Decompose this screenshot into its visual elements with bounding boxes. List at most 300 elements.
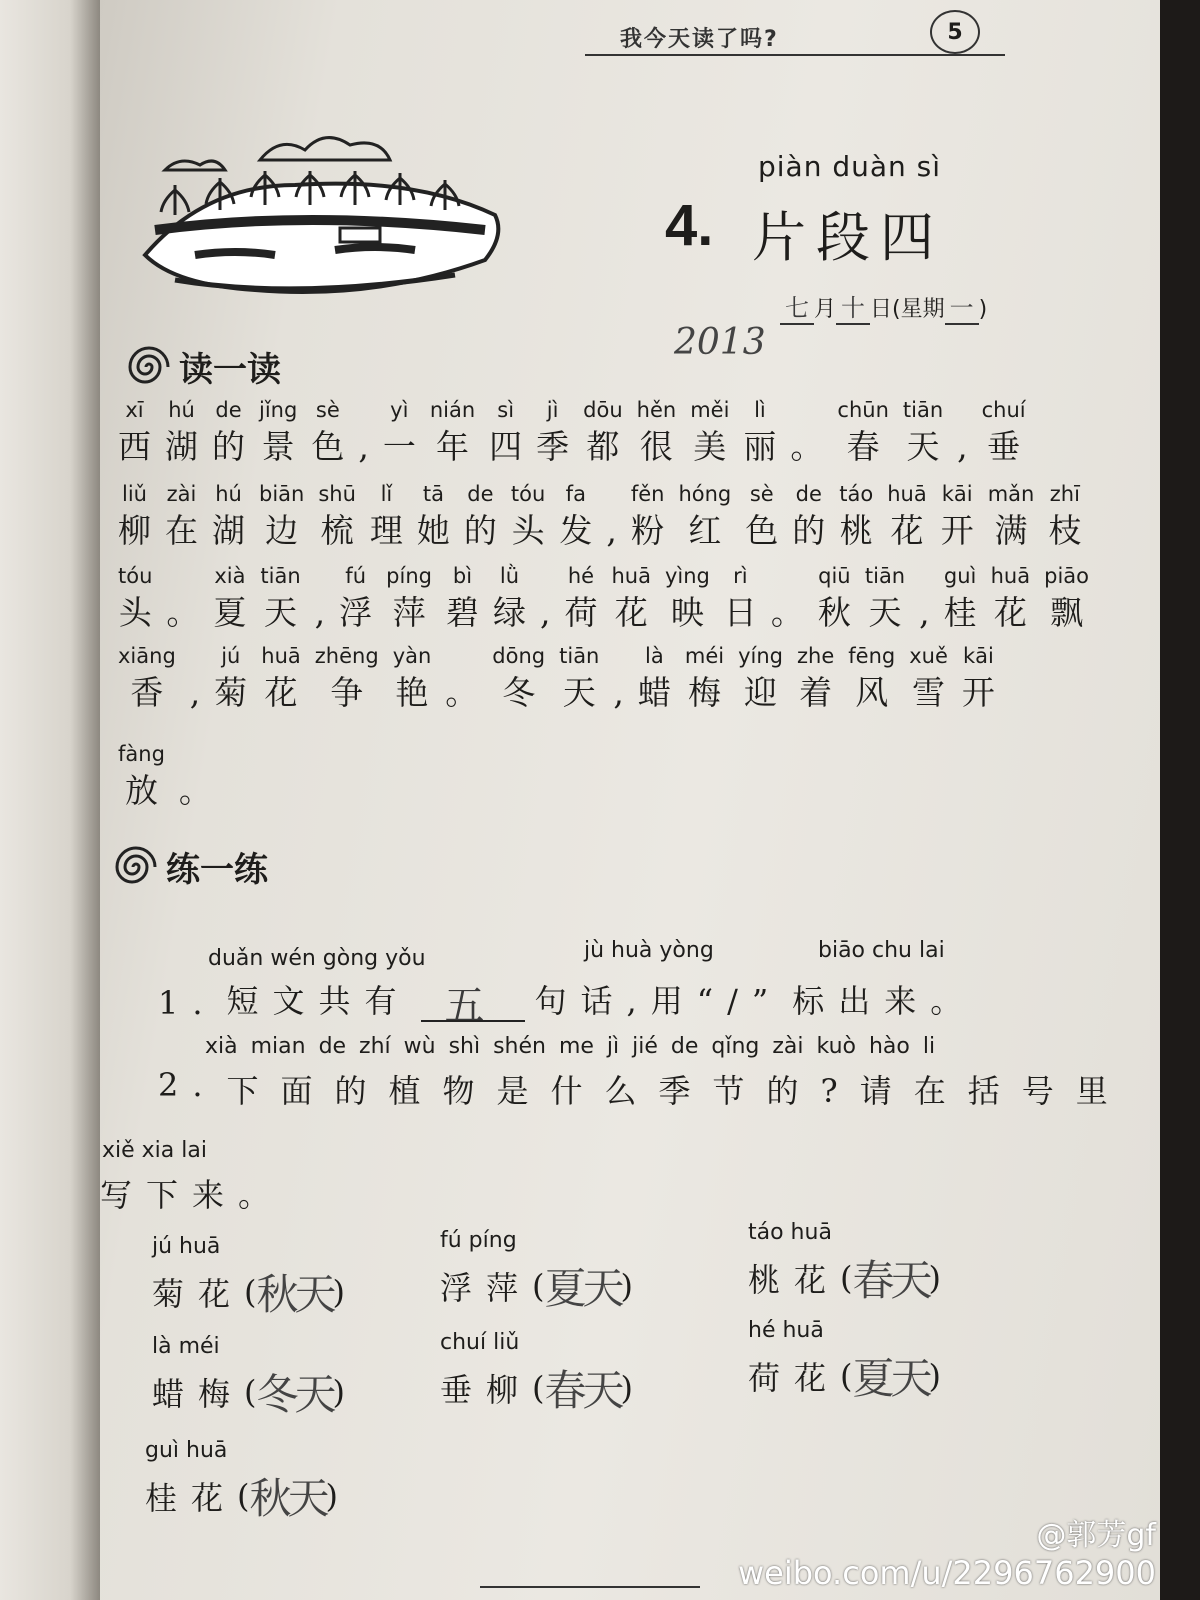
char-hanzi: 夏 <box>213 593 247 632</box>
char-pinyin: huā <box>887 482 927 506</box>
reading-line-5 <box>118 740 212 814</box>
header-title: 我今天读了吗? <box>620 27 779 52</box>
page-number: 5 <box>930 10 980 54</box>
char-pinyin: tiān <box>902 398 944 422</box>
plant-item: là méi 蜡梅 ( 冬天 ) <box>152 1332 345 1422</box>
plant-item: chuí liǔ 垂柳 ( 春天 ) <box>440 1328 633 1418</box>
char-hanzi: 桃 <box>839 511 873 550</box>
char-pinyin: xuě <box>909 644 948 668</box>
char-hanzi: 迎 <box>744 673 778 712</box>
char-pinyin: yìng <box>664 564 710 588</box>
char-pinyin: piāo <box>1044 564 1090 588</box>
char-pinyin <box>542 562 549 590</box>
reading-char <box>214 642 247 716</box>
reading-char <box>118 740 165 814</box>
reading-char <box>957 396 968 470</box>
char-pinyin: píng <box>386 564 432 588</box>
plant-pinyin: chuí liǔ <box>440 1330 520 1355</box>
char-pinyin: yàn <box>392 644 432 668</box>
char-pinyin: huā <box>990 564 1031 588</box>
char-hanzi: 雪 <box>912 673 946 712</box>
char-pinyin: tā <box>422 482 444 506</box>
char-pinyin: sè <box>315 398 340 422</box>
char-pinyin: fa <box>565 482 586 506</box>
char-pinyin: de <box>795 482 822 506</box>
plant-pinyin: hé huā <box>748 1318 824 1343</box>
reading-char <box>259 396 297 470</box>
reading-char <box>638 642 671 716</box>
char-hanzi: 。 <box>178 771 212 810</box>
reading-line-2 <box>118 480 1081 554</box>
date-line <box>780 288 987 325</box>
reading-char <box>446 562 479 636</box>
char-hanzi: 天 <box>906 427 940 466</box>
char-pinyin: sì <box>497 398 515 422</box>
reading-char <box>118 562 152 636</box>
reading-char <box>887 480 927 554</box>
q1-text-c: 标出来。 <box>792 982 977 1020</box>
char-hanzi: 枝 <box>1048 511 1082 550</box>
reading-char <box>493 562 526 636</box>
char-pinyin: lǜ <box>499 564 520 588</box>
char-hanzi: 湖 <box>212 511 245 550</box>
char-hanzi: 桂 <box>943 593 977 632</box>
q2-number: 2. <box>158 1066 217 1104</box>
char-hanzi: 日 <box>723 593 757 632</box>
reading-char <box>738 642 783 716</box>
char-hanzi: 的 <box>212 427 245 466</box>
reading-char <box>837 396 888 470</box>
plant-answer[interactable]: 夏天 <box>852 1354 929 1403</box>
reading-char <box>259 480 304 554</box>
char-pinyin <box>317 562 324 590</box>
char-pinyin: tiān <box>260 564 301 588</box>
char-hanzi: 天 <box>562 673 596 712</box>
reading-char <box>311 396 344 470</box>
char-hanzi: 头 <box>118 593 152 632</box>
char-pinyin: hóng <box>678 482 732 506</box>
char-pinyin: fěn <box>630 482 665 506</box>
spiral-icon <box>112 843 160 891</box>
char-pinyin: guì <box>943 564 977 588</box>
char-pinyin: huā <box>611 564 651 588</box>
char-pinyin: fú <box>345 564 366 588</box>
reading-char <box>818 562 851 636</box>
char-hanzi: , <box>314 593 326 632</box>
char-hanzi: 风 <box>855 673 889 712</box>
reading-char <box>690 396 729 470</box>
char-hanzi: 艳 <box>395 673 429 712</box>
reading-char <box>606 480 617 554</box>
reading-char <box>1048 480 1081 554</box>
char-hanzi: 萍 <box>392 593 426 632</box>
char-pinyin: tóu <box>118 564 153 588</box>
char-pinyin: dōu <box>583 398 623 422</box>
char-hanzi: 理 <box>369 511 403 550</box>
reading-char <box>792 480 825 554</box>
char-hanzi: 开 <box>940 511 974 550</box>
plant-name: 浮萍 <box>440 1269 533 1307</box>
previous-page-edge <box>0 0 100 1600</box>
reading-char <box>611 562 651 636</box>
plant-item: jú huā 菊花 ( 秋天 ) <box>152 1232 345 1322</box>
plant-name: 菊花 <box>152 1275 245 1313</box>
char-hanzi: , <box>613 673 624 712</box>
char-pinyin <box>959 396 966 424</box>
reading-char <box>118 642 176 716</box>
plant-answer[interactable]: 夏天 <box>544 1264 621 1313</box>
char-hanzi: 边 <box>265 511 299 550</box>
plant-pinyin: là méi <box>152 1334 220 1359</box>
date-month-label: 月 <box>814 297 837 322</box>
q2-pinyin: xià mian de zhí wù shì shén me jì jié de qǐng zài kuò hào li <box>205 1034 936 1059</box>
char-pinyin <box>192 740 199 768</box>
char-hanzi: 景 <box>261 427 295 466</box>
char-pinyin: bì <box>452 564 473 588</box>
reading-char <box>790 396 823 470</box>
reading-char <box>724 562 757 636</box>
reading-char <box>559 642 599 716</box>
lesson-number: 4. <box>665 193 714 258</box>
reading-char <box>393 642 432 716</box>
reading-char <box>743 396 776 470</box>
reading-char <box>678 480 731 554</box>
watermark-url: weibo.com/u/2296762900 <box>737 1554 1156 1592</box>
char-pinyin: hé <box>567 564 595 588</box>
char-pinyin: rì <box>733 564 748 588</box>
date-day-label: 日(星期 <box>870 297 945 322</box>
reading-char <box>745 480 778 554</box>
date-day: 十 <box>836 288 870 325</box>
char-pinyin: tóu <box>510 482 546 506</box>
reading-char <box>631 480 665 554</box>
char-pinyin <box>180 562 187 590</box>
char-hanzi: 色 <box>745 511 779 550</box>
char-pinyin: hú <box>168 398 195 422</box>
char-hanzi: 放 <box>124 771 158 810</box>
char-pinyin: xià <box>214 564 246 588</box>
practice-heading-text: 练一练 <box>166 850 268 890</box>
reading-char <box>165 480 198 554</box>
reading-char <box>261 642 301 716</box>
char-hanzi: 都 <box>586 427 620 466</box>
q1-text-b: 句话,用“/” <box>534 982 783 1020</box>
plant-item: fú píng 浮萍 ( 夏天 ) <box>440 1226 633 1316</box>
char-hanzi: 花 <box>264 673 298 712</box>
reading-char <box>492 642 545 716</box>
reading-char <box>559 480 592 554</box>
reading-char <box>536 396 569 470</box>
char-hanzi: 在 <box>165 511 198 550</box>
char-pinyin: là <box>645 644 664 668</box>
header-rule <box>585 54 1005 56</box>
char-pinyin: mǎn <box>987 482 1035 506</box>
char-hanzi: 季 <box>536 427 570 466</box>
q2-pinyin-2: xiě xia lai <box>102 1138 207 1163</box>
reading-char <box>511 480 545 554</box>
char-pinyin: tiān <box>864 564 906 588</box>
plant-pinyin: fú píng <box>440 1228 517 1253</box>
char-hanzi: 粉 <box>631 511 665 550</box>
char-hanzi: 的 <box>463 511 497 550</box>
lesson-title-pinyin: piàn duàn sì <box>758 150 942 183</box>
char-hanzi: , <box>358 427 369 466</box>
reading-char <box>339 562 372 636</box>
plant-pinyin: táo huā <box>748 1220 832 1245</box>
reading-line-1 <box>118 396 1026 470</box>
plant-name: 垂柳 <box>440 1371 533 1409</box>
char-pinyin: qiū <box>818 564 851 588</box>
background-edge <box>1160 0 1200 1600</box>
watermark <box>738 1510 1156 1592</box>
char-pinyin: xī <box>125 398 144 422</box>
char-hanzi: 天 <box>868 593 902 632</box>
char-hanzi: 天 <box>264 593 298 632</box>
q2-text-2: 写下来。 <box>100 1176 285 1214</box>
char-hanzi: , <box>539 593 551 632</box>
reading-char <box>260 562 300 636</box>
char-hanzi: 湖 <box>165 427 198 466</box>
reading-char <box>212 396 245 470</box>
char-pinyin: de <box>215 398 242 422</box>
char-pinyin: fēng <box>848 644 896 668</box>
char-hanzi: 。 <box>445 673 479 712</box>
char-hanzi: 梳 <box>320 511 354 550</box>
char-hanzi: 冬 <box>502 673 536 712</box>
char-pinyin: měi <box>690 398 730 422</box>
char-hanzi: 绿 <box>492 593 526 632</box>
plant-name: 桃花 <box>748 1261 841 1299</box>
plant-answer[interactable]: 春天 <box>852 1256 929 1305</box>
char-pinyin: liǔ <box>122 482 147 506</box>
char-hanzi: 色 <box>311 427 345 466</box>
char-hanzi: , <box>919 593 930 632</box>
char-pinyin: táo <box>839 482 874 506</box>
reading-char <box>839 480 873 554</box>
date-close: ) <box>978 297 988 322</box>
char-pinyin: jǐng <box>259 398 298 422</box>
char-hanzi: 。 <box>770 593 804 632</box>
char-pinyin: shū <box>318 482 356 506</box>
reading-char <box>383 396 416 470</box>
reading-char <box>430 396 475 470</box>
char-pinyin: kāi <box>941 482 973 506</box>
plant-pinyin: jú huā <box>152 1234 221 1259</box>
reading-char <box>1044 562 1089 636</box>
watermark-handle: @郭芳gf <box>1036 1518 1156 1553</box>
char-pinyin: zhēng <box>314 644 379 668</box>
reading-char <box>583 396 623 470</box>
reading-char <box>540 562 551 636</box>
plant-answer[interactable]: 冬天 <box>256 1370 333 1419</box>
lesson-title: 片段四 <box>752 206 944 269</box>
plant-answer[interactable]: 春天 <box>544 1366 621 1415</box>
char-hanzi: 菊 <box>214 673 248 712</box>
plant-item: hé huā 荷花 ( 夏天 ) <box>748 1316 941 1406</box>
char-hanzi: , <box>606 511 617 550</box>
char-hanzi: 一 <box>382 427 416 466</box>
reading-char <box>909 642 948 716</box>
plant-item: táo huā 桃花 ( 春天 ) <box>748 1218 941 1308</box>
char-hanzi: 梅 <box>687 673 721 712</box>
q1-text-a: 短文共有 <box>226 982 411 1020</box>
reading-char <box>797 642 834 716</box>
plant-item: guì huā 桂花 ( 秋天 ) <box>145 1436 338 1526</box>
date-weekday: 一 <box>945 288 979 325</box>
reading-char <box>941 480 974 554</box>
plant-name: 蜡梅 <box>152 1375 245 1413</box>
reading-char <box>865 562 905 636</box>
q1-answer-blank[interactable] <box>421 983 525 1029</box>
char-hanzi: 着 <box>799 673 833 712</box>
question-2 <box>158 1066 1130 1112</box>
char-hanzi: 花 <box>890 511 924 550</box>
reading-char <box>988 480 1035 554</box>
char-pinyin: nián <box>429 398 476 422</box>
reading-char <box>613 642 624 716</box>
reading-char <box>213 562 246 636</box>
char-hanzi: 秋 <box>817 593 851 632</box>
char-pinyin: chūn <box>837 398 889 422</box>
char-hanzi: 春 <box>846 427 880 466</box>
char-hanzi: 争 <box>330 673 364 712</box>
read-heading-text: 读一读 <box>179 350 281 390</box>
char-hanzi: 。 <box>790 427 824 466</box>
char-hanzi: 的 <box>792 511 826 550</box>
reading-line-4 <box>118 642 995 716</box>
char-hanzi: 碧 <box>445 593 479 632</box>
reading-char <box>665 562 710 636</box>
char-pinyin <box>192 642 199 670</box>
reading-char <box>179 740 212 814</box>
reading-char <box>464 480 497 554</box>
handwritten-year: 2013 <box>674 322 766 363</box>
question-1 <box>158 976 977 1029</box>
reading-char <box>944 562 977 636</box>
char-pinyin: huā <box>261 644 301 668</box>
char-pinyin <box>458 642 465 670</box>
char-hanzi: 。 <box>166 593 200 632</box>
char-hanzi: 荷 <box>564 593 598 632</box>
reading-char <box>685 642 724 716</box>
char-hanzi: 四 <box>489 427 523 466</box>
char-pinyin: zài <box>166 482 197 506</box>
char-hanzi: 很 <box>639 427 673 466</box>
q1-number: 1. <box>158 984 217 1022</box>
char-pinyin <box>921 562 928 590</box>
char-pinyin: hú <box>215 482 242 506</box>
reading-char <box>165 396 198 470</box>
char-pinyin: sè <box>749 482 774 506</box>
char-hanzi: 满 <box>994 511 1028 550</box>
char-pinyin: biān <box>259 482 305 506</box>
reading-char <box>370 480 403 554</box>
char-pinyin: yíng <box>738 644 783 668</box>
reading-char <box>919 562 930 636</box>
reading-char <box>315 642 379 716</box>
char-pinyin: lì <box>754 398 766 422</box>
q1-answer: 五 <box>444 983 485 1029</box>
char-hanzi: 发 <box>559 511 593 550</box>
char-hanzi: 开 <box>961 673 995 712</box>
char-pinyin <box>608 480 615 508</box>
char-pinyin: lǐ <box>380 482 393 506</box>
char-pinyin: hěn <box>636 398 677 422</box>
char-hanzi: 美 <box>693 427 727 466</box>
char-hanzi: 花 <box>993 593 1027 632</box>
reading-char <box>190 642 201 716</box>
q1-pinyin-c: biāo chu lai <box>818 938 945 963</box>
char-hanzi: 柳 <box>118 511 151 550</box>
char-pinyin: jú <box>221 644 241 668</box>
plant-answer[interactable]: 秋天 <box>256 1270 333 1319</box>
char-hanzi: 红 <box>688 511 722 550</box>
char-pinyin: fàng <box>118 742 165 766</box>
char-hanzi: 西 <box>118 427 151 466</box>
char-pinyin: xiāng <box>118 644 176 668</box>
reading-char <box>982 396 1026 470</box>
plant-answer[interactable]: 秋天 <box>249 1474 326 1523</box>
reading-char <box>637 396 677 470</box>
plant-pinyin: guì huā <box>145 1438 228 1463</box>
char-hanzi: 她 <box>416 511 450 550</box>
char-hanzi: 飘 <box>1050 593 1084 632</box>
reading-char <box>118 480 151 554</box>
date-month: 七 <box>780 288 814 325</box>
char-pinyin: de <box>467 482 494 506</box>
reading-char <box>991 562 1031 636</box>
reading-char <box>166 562 199 636</box>
reading-char <box>318 480 356 554</box>
char-pinyin: tiān <box>559 644 600 668</box>
char-pinyin: chuí <box>981 398 1026 422</box>
practice-section-heading <box>112 842 268 891</box>
char-hanzi: 丽 <box>743 427 777 466</box>
plant-name: 桂花 <box>145 1479 238 1517</box>
char-pinyin: yì <box>390 398 409 422</box>
char-hanzi: 头 <box>511 511 545 550</box>
char-hanzi: , <box>189 673 201 712</box>
char-pinyin <box>784 562 791 590</box>
char-pinyin <box>360 396 367 424</box>
q2-text: 下面的植物是什么季节的?请在括号里 <box>226 1072 1130 1110</box>
reading-char <box>417 480 450 554</box>
char-hanzi: 年 <box>435 427 469 466</box>
char-hanzi: 花 <box>614 593 648 632</box>
reading-char <box>489 396 522 470</box>
char-pinyin <box>804 396 811 424</box>
reading-char <box>386 562 432 636</box>
spiral-icon <box>125 343 173 391</box>
char-hanzi: 浮 <box>339 593 373 632</box>
char-hanzi: 蜡 <box>637 673 671 712</box>
reading-char <box>771 562 804 636</box>
char-hanzi: 映 <box>670 593 704 632</box>
q1-pinyin-a: duǎn wén gòng yǒu <box>208 946 426 971</box>
reading-char <box>212 480 245 554</box>
char-pinyin: méi <box>684 644 725 668</box>
q1-pinyin-b: jù huà yòng <box>584 938 714 963</box>
char-pinyin: kāi <box>962 644 994 668</box>
reading-char <box>962 642 995 716</box>
footer-ornament <box>480 1586 700 1588</box>
char-pinyin: zhe <box>797 644 835 668</box>
char-pinyin: zhī <box>1049 482 1080 506</box>
char-pinyin <box>615 642 622 670</box>
reading-char <box>848 642 895 716</box>
reading-char <box>358 396 369 470</box>
reading-line-3 <box>118 562 1089 636</box>
